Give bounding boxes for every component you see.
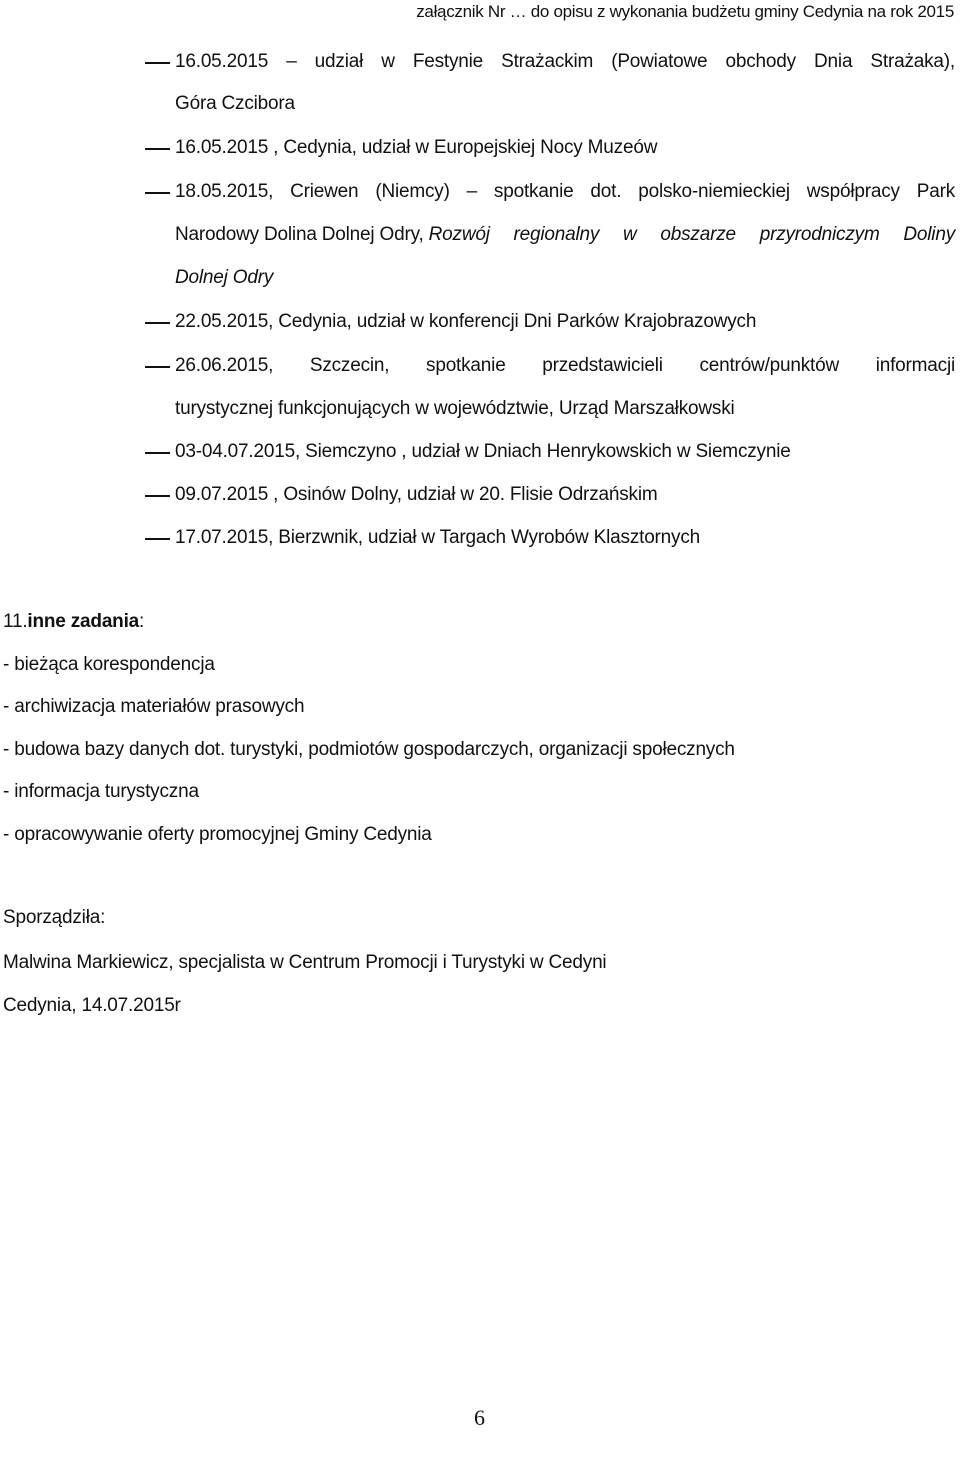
signature-place-date: Cedynia, 14.07.2015r (3, 995, 181, 1016)
event-text: Narodowy Dolina Dolnej Odry, (175, 224, 429, 245)
event-line: 18.05.2015, Criewen (Niemcy) – spotkanie dot. polsko-niemieckiej współpracy Park (175, 181, 955, 202)
event-line: turystycznej funkcjonujących w województwie, Urząd Marszałkowski (175, 398, 735, 419)
signature-author: Malwina Markiewicz, specjalista w Centrum Promocji i Turystyki w Cedyni (3, 952, 607, 973)
bullet-dash (145, 192, 170, 194)
event-line: 03-04.07.2015, Siemczyno , udział w Dniach Henrykowskich w Siemczynie (175, 441, 791, 462)
signature-label: Sporządziła: (3, 907, 106, 928)
bullet-dash (145, 62, 170, 64)
event-line: 16.05.2015 , Cedynia, udział w Europejskiej Nocy Muzeów (175, 137, 658, 158)
event-line: Góra Czcibora (175, 93, 295, 114)
event-line: 22.05.2015, Cedynia, udział w konferencji Dni Parków Krajobrazowych (175, 311, 757, 332)
bullet-dash (145, 366, 170, 368)
section-number: 11. (3, 611, 28, 632)
bullet-dash (145, 322, 170, 324)
bullet-dash (145, 495, 170, 497)
section-colon: : (139, 611, 145, 632)
task-item: - informacja turystyczna (3, 781, 199, 802)
event-title-italic: Dolnej Odry (175, 267, 274, 288)
page-header: załącznik Nr … do opisu z wykonania budżetu gminy Cedynia na rok 2015 (416, 2, 954, 21)
section-heading (3, 610, 144, 634)
bullet-dash (145, 452, 170, 454)
page-number: 6 (474, 1405, 485, 1430)
task-item: - bieżąca korespondencja (3, 654, 215, 675)
task-item: - archiwizacja materiałów prasowych (3, 696, 305, 717)
event-line: 16.05.2015 – udział w Festynie Strażackim (Powiatowe obchody Dnia Strażaka), (175, 51, 955, 72)
bullet-dash (145, 148, 170, 150)
section-title: inne zadania (27, 611, 140, 632)
task-item: - opracowywanie oferty promocyjnej Gminy Cedynia (3, 824, 432, 845)
event-line: 26.06.2015, Szczecin, spotkanie przedstawicieli centrów/punktów informacji (175, 355, 955, 376)
task-item: - budowa bazy danych dot. turystyki, podmiotów gospodarczych, organizacji społecznych (3, 739, 735, 760)
bullet-dash (145, 538, 170, 540)
event-title-italic: Rozwój regionalny w obszarze przyrodniczym Doliny (428, 224, 955, 245)
event-line: 09.07.2015 , Osinów Dolny, udział w 20. Flisie Odrzańskim (175, 484, 658, 505)
event-line (175, 223, 955, 247)
event-line: 17.07.2015, Bierzwnik, udział w Targach Wyrobów Klasztornych (175, 527, 701, 548)
